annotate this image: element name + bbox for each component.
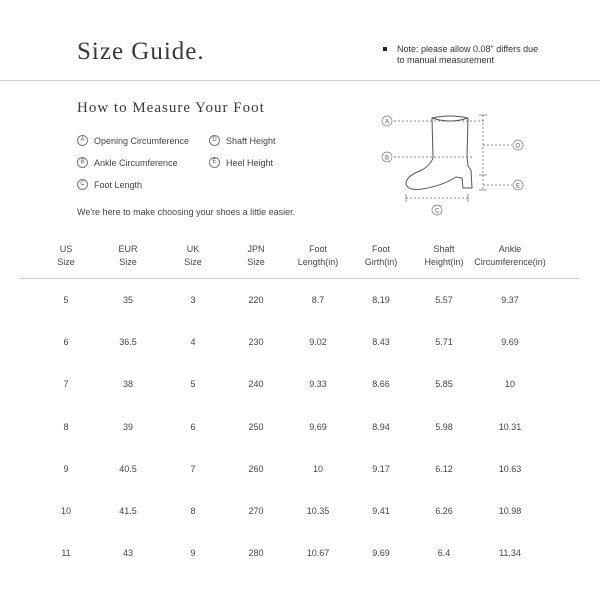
- table-cell: 280: [248, 548, 264, 558]
- boot-outline: [406, 116, 472, 189]
- badge-b-icon: B: [77, 157, 88, 168]
- table-cell: 10: [60, 506, 71, 516]
- table-cell: 5: [63, 295, 69, 305]
- table-row: [0, 422, 600, 434]
- label-e: E: [515, 183, 521, 190]
- table-cell: 9.69: [372, 548, 390, 558]
- table-cell: 11.34: [499, 548, 521, 558]
- header-label: Ankle: [498, 244, 522, 254]
- table-row: [0, 506, 600, 518]
- table-cell: 8.66: [372, 379, 390, 389]
- header-label: Circumference(in): [474, 257, 546, 267]
- table-row: [0, 464, 600, 476]
- table-cell: 250: [248, 422, 264, 432]
- table-cell: 6: [63, 337, 69, 347]
- label-c: C: [434, 208, 440, 215]
- table-cell: 6.12: [435, 464, 453, 474]
- section-title: How to Measure Your Foot: [77, 100, 265, 116]
- table-cell: 9: [63, 464, 69, 474]
- table-cell: 7: [63, 379, 69, 389]
- table-cell: 9.33: [309, 379, 327, 389]
- table-cell: 5.85: [435, 379, 453, 389]
- table-cell: 5.57: [435, 295, 453, 305]
- table-cell: 6: [190, 422, 196, 432]
- table-cell: 10.67: [306, 548, 330, 558]
- table-cell: 9.17: [372, 464, 390, 474]
- table-cell: 10.31: [498, 422, 522, 432]
- table-cell: 3: [190, 295, 196, 305]
- table-cell: 11: [61, 548, 71, 558]
- header-label: Size: [247, 257, 265, 267]
- table-cell: 10: [504, 379, 515, 389]
- header-label: Girth(in): [364, 257, 398, 267]
- table-cell: 35: [122, 295, 133, 305]
- table-cell: 260: [248, 464, 264, 474]
- table-cell: 8: [190, 506, 196, 516]
- tagline: We're here to make choosing your shoes a little easier.: [77, 207, 296, 217]
- header-label: US: [59, 244, 73, 254]
- table-row: [0, 379, 600, 391]
- table-cell: 4: [190, 337, 196, 347]
- table-cell: 9.69: [501, 337, 519, 347]
- label-b: B: [384, 155, 390, 162]
- legend-label: Heel Height: [226, 157, 274, 168]
- table-cell: 7: [190, 464, 196, 474]
- header-ankle-circumference: [470, 243, 550, 269]
- table-cell: 10.98: [498, 506, 522, 516]
- table-cell: 43: [122, 548, 133, 558]
- table-cell: 10.35: [306, 506, 330, 516]
- badge-e-icon: E: [209, 157, 220, 168]
- table-cell: 8.19: [372, 295, 390, 305]
- table-cell: 10.63: [498, 464, 522, 474]
- table-cell: 8.94: [372, 422, 390, 432]
- table-row: [0, 548, 600, 560]
- measurement-note: [383, 44, 547, 66]
- table-cell: 5.98: [435, 422, 453, 432]
- header-label: Foot: [308, 244, 327, 254]
- bullet-icon: [383, 47, 387, 51]
- legend-item-foot-length: [77, 179, 142, 190]
- badge-c-icon: C: [77, 179, 88, 190]
- header-label: UK: [186, 244, 200, 254]
- table-cell: 5.71: [435, 337, 453, 347]
- legend-item-shaft-height: [209, 135, 276, 146]
- label-d: D: [515, 143, 521, 150]
- legend-label: Ankle Circumference: [94, 157, 178, 168]
- table-cell: 9.69: [309, 422, 327, 432]
- table-cell: 9: [190, 548, 196, 558]
- table-cell: 270: [248, 506, 264, 516]
- table-cell: 220: [248, 295, 264, 305]
- legend-label: Opening Circumference: [94, 135, 190, 146]
- header-label: Size: [57, 257, 75, 267]
- table-row: [0, 295, 600, 307]
- table-cell: 9.41: [372, 506, 390, 516]
- table-cell: 5: [190, 379, 196, 389]
- table-row: [0, 337, 600, 349]
- table-cell: 39: [122, 422, 133, 432]
- header-label: Length(in): [297, 257, 339, 267]
- boot-opening: [432, 118, 468, 121]
- badge-d-icon: D: [209, 135, 220, 146]
- table-cell: 40.5: [119, 464, 137, 474]
- legend-label: Shaft Height: [226, 135, 276, 146]
- table-cell: 230: [248, 337, 264, 347]
- table-cell: 38: [122, 379, 133, 389]
- header-divider: [19, 278, 580, 279]
- table-cell: 9.37: [501, 295, 519, 305]
- table-cell: 36.5: [119, 337, 137, 347]
- header-label: EUR: [118, 244, 138, 254]
- badge-a-icon: A: [77, 135, 88, 146]
- table-cell: 9.02: [309, 337, 327, 347]
- legend-label: Foot Length: [94, 179, 143, 190]
- legend-item-ankle-circumference: [77, 157, 178, 168]
- table-cell: 8.43: [372, 337, 390, 347]
- divider: [0, 80, 600, 81]
- header-label: Foot: [371, 244, 390, 254]
- table-cell: 6.26: [435, 506, 453, 516]
- header-label: Shaft: [433, 244, 455, 254]
- header-label: Height(in): [424, 257, 464, 267]
- legend-item-opening-circumference: [77, 135, 189, 146]
- page-title: Size Guide.: [77, 38, 205, 65]
- label-a: A: [384, 119, 390, 126]
- header-label: Size: [184, 257, 202, 267]
- table-cell: 8.7: [311, 295, 325, 305]
- table-cell: 6.4: [437, 548, 451, 558]
- table-cell: 240: [248, 379, 264, 389]
- legend-item-heel-height: [209, 157, 273, 168]
- table-cell: 10: [312, 464, 323, 474]
- table-cell: 41.5: [119, 506, 137, 516]
- table-cell: 8: [63, 422, 69, 432]
- header-label: Size: [119, 257, 137, 267]
- note-text: Note: please allow 0.08" differs due to manual measurement: [397, 44, 539, 65]
- header-label: JPN: [247, 244, 265, 254]
- boot-diagram: [378, 108, 528, 218]
